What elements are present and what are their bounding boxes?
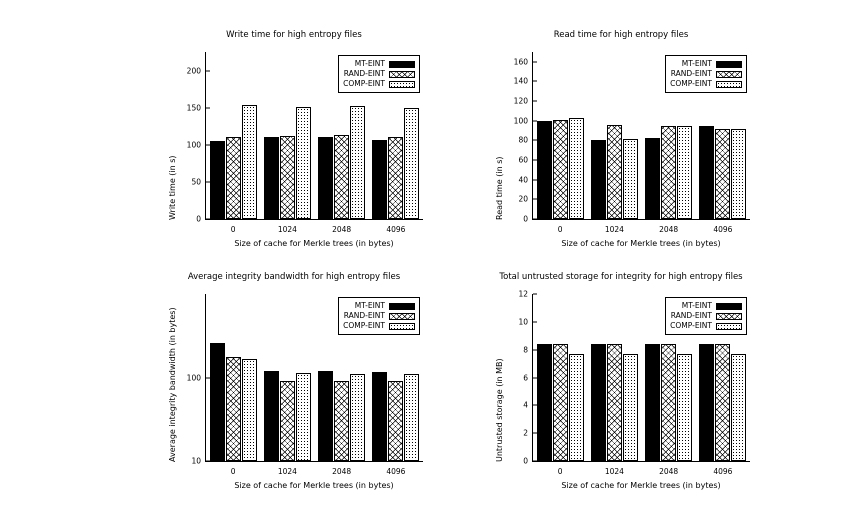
legend-swatch [389, 71, 415, 78]
y-axis-tick-label: 0 [196, 214, 201, 224]
bar-mt-eint-1024 [591, 344, 606, 461]
bar-comp-eint-4096 [404, 108, 419, 219]
legend-label: COMP-EINT [343, 79, 385, 88]
bar-comp-eint-2048 [677, 126, 692, 219]
legend-label: RAND-EINT [343, 69, 385, 78]
y-axis-tick-mark [533, 61, 537, 62]
legend-label: COMP-EINT [343, 321, 385, 330]
bar-comp-eint-2048 [350, 374, 365, 461]
x-axis-tick-label: 4096 [386, 225, 406, 234]
bar-mt-eint-4096 [372, 140, 387, 219]
y-axis-tick-label: 0 [523, 214, 528, 224]
legend-label: COMP-EINT [670, 79, 712, 88]
legend-swatch [716, 81, 742, 88]
legend-item [343, 301, 415, 311]
bar-comp-eint-4096 [731, 129, 746, 219]
bar-rand-eint-2048 [661, 344, 676, 461]
x-axis-tick-label: 2048 [332, 467, 352, 476]
y-axis-tick-label: 6 [523, 373, 528, 382]
bar-comp-eint-1024 [296, 107, 311, 219]
bar-comp-eint-0 [242, 105, 257, 219]
bar-mt-eint-1024 [264, 137, 279, 219]
y-axis-tick-label: 0 [523, 456, 528, 466]
bar-rand-eint-0 [553, 120, 568, 219]
x-axis-tick-label: 1024 [277, 225, 297, 234]
y-axis-tick-label: 100 [186, 373, 201, 382]
bar-rand-eint-0 [226, 357, 241, 461]
y-axis-tick-label: 100 [513, 116, 528, 126]
legend-item [670, 301, 742, 311]
bar-mt-eint-4096 [699, 126, 714, 219]
bar-rand-eint-4096 [388, 381, 403, 461]
y-axis-tick-label: 10 [518, 317, 528, 327]
y-axis-tick-label: 8 [523, 345, 528, 355]
x-axis-label: Size of cache for Merkle trees (in bytes) [234, 481, 394, 490]
chart-legend [665, 55, 747, 93]
y-axis-tick-label: 2 [523, 428, 528, 438]
legend-label: RAND-EINT [670, 69, 712, 78]
bar-rand-eint-4096 [388, 137, 403, 219]
bar-comp-eint-0 [569, 354, 584, 461]
bar-rand-eint-4096 [715, 129, 730, 219]
legend-label: MT-EINT [354, 301, 385, 310]
x-axis-label: Size of cache for Merkle trees (in bytes) [234, 239, 394, 248]
bar-comp-eint-1024 [296, 373, 311, 461]
x-axis-tick-label: 0 [557, 225, 563, 234]
bar-rand-eint-4096 [715, 344, 730, 461]
x-axis-tick-label: 0 [230, 467, 236, 476]
y-axis-tick-label: 140 [513, 76, 528, 86]
legend-item [670, 321, 742, 331]
bar-mt-eint-0 [210, 343, 225, 461]
bar-rand-eint-2048 [334, 381, 349, 461]
y-axis-tick-label: 100 [186, 140, 201, 150]
x-axis-tick-label: 4096 [713, 467, 733, 476]
legend-swatch [716, 303, 742, 310]
x-axis-tick-label: 1024 [604, 467, 624, 476]
plot-area [518, 289, 750, 476]
chart-title: Read time for high entropy files [553, 30, 689, 40]
chart-legend [665, 297, 747, 335]
y-axis-tick-label: 50 [191, 177, 201, 187]
legend-item [670, 59, 742, 69]
y-axis-tick-mark [533, 321, 537, 322]
x-axis-tick-label: 2048 [332, 225, 352, 234]
bar-mt-eint-0 [210, 141, 225, 219]
bar-rand-eint-1024 [607, 344, 622, 461]
legend-swatch [389, 61, 415, 68]
y-axis-tick-mark [533, 101, 537, 102]
legend-item [670, 69, 742, 79]
bar-comp-eint-2048 [350, 106, 365, 219]
x-axis-tick-label: 0 [557, 467, 563, 476]
y-axis-label: Read time (in s) [495, 156, 504, 220]
x-axis-tick-label: 1024 [277, 467, 297, 476]
y-axis-tick-mark [533, 294, 537, 295]
legend-swatch [716, 71, 742, 78]
bar-mt-eint-1024 [591, 140, 606, 219]
bar-comp-eint-0 [569, 118, 584, 219]
y-axis-tick-mark [206, 70, 210, 71]
bar-rand-eint-1024 [607, 125, 622, 219]
bar-rand-eint-0 [553, 344, 568, 461]
chart-panel-integrity-bandwidth [160, 272, 428, 490]
bar-mt-eint-2048 [318, 371, 333, 461]
legend-item [343, 321, 415, 331]
bar-mt-eint-4096 [699, 344, 714, 461]
bar-comp-eint-4096 [731, 354, 746, 461]
bar-mt-eint-2048 [645, 344, 660, 461]
y-axis-tick-label: 20 [518, 194, 528, 204]
chart-title: Average integrity bandwidth for high entropy files [187, 272, 401, 282]
chart-legend [338, 55, 420, 93]
y-axis-tick-label: 160 [513, 57, 528, 67]
plot-area [186, 294, 423, 476]
y-axis-label: Average integrity bandwidth (in bytes) [168, 307, 177, 462]
y-axis-tick-label: 60 [518, 155, 528, 165]
chart-panel-untrusted-storage [487, 272, 755, 490]
legend-item [670, 311, 742, 321]
legend-swatch [389, 313, 415, 320]
bar-rand-eint-2048 [334, 135, 349, 219]
y-axis-tick-label: 80 [518, 135, 528, 145]
legend-swatch [389, 81, 415, 88]
y-axis-tick-mark [533, 81, 537, 82]
y-axis-tick-label: 4 [523, 400, 528, 410]
legend-item [670, 79, 742, 89]
legend-item [343, 79, 415, 89]
bar-mt-eint-0 [537, 121, 552, 219]
x-axis-tick-label: 2048 [659, 225, 679, 234]
legend-label: RAND-EINT [343, 311, 385, 320]
x-axis-tick-label: 4096 [386, 467, 406, 476]
legend-swatch [716, 61, 742, 68]
bar-comp-eint-1024 [623, 139, 638, 219]
bar-rand-eint-1024 [280, 381, 295, 461]
legend-swatch [716, 313, 742, 320]
legend-label: MT-EINT [681, 301, 712, 310]
x-axis-label: Size of cache for Merkle trees (in bytes) [561, 239, 721, 248]
plot-area [513, 52, 750, 234]
chart-panel-read-time [487, 30, 755, 248]
y-axis-tick-label: 150 [186, 103, 201, 113]
bar-mt-eint-2048 [645, 138, 660, 219]
x-axis-tick-label: 2048 [659, 467, 679, 476]
y-axis-tick-label: 200 [186, 66, 201, 76]
bar-rand-eint-2048 [661, 126, 676, 219]
bar-mt-eint-1024 [264, 371, 279, 461]
chart-title: Write time for high entropy files [226, 30, 362, 40]
legend-item [343, 69, 415, 79]
bar-comp-eint-4096 [404, 374, 419, 461]
bar-mt-eint-2048 [318, 137, 333, 219]
legend-swatch [389, 303, 415, 310]
bar-rand-eint-0 [226, 137, 241, 219]
bar-rand-eint-1024 [280, 136, 295, 219]
y-axis-tick-label: 120 [513, 96, 528, 106]
y-axis-tick-label: 10 [191, 456, 201, 466]
bar-comp-eint-0 [242, 359, 257, 461]
bar-mt-eint-4096 [372, 372, 387, 462]
legend-item [343, 59, 415, 69]
bar-comp-eint-2048 [677, 354, 692, 461]
legend-swatch [716, 323, 742, 330]
y-axis-tick-mark [206, 107, 210, 108]
legend-label: COMP-EINT [670, 321, 712, 330]
x-axis-tick-label: 1024 [604, 225, 624, 234]
chart-legend [338, 297, 420, 335]
y-axis-label: Untrusted storage (in MB) [495, 358, 504, 462]
y-axis-tick-label: 40 [518, 175, 528, 185]
legend-label: MT-EINT [354, 59, 385, 68]
legend-item [343, 311, 415, 321]
chart-panel-write-time [160, 30, 428, 248]
legend-label: MT-EINT [681, 59, 712, 68]
y-axis-label: Write time (in s) [168, 155, 177, 220]
x-axis-tick-label: 0 [230, 225, 236, 234]
bar-comp-eint-1024 [623, 354, 638, 461]
legend-label: RAND-EINT [670, 311, 712, 320]
bar-mt-eint-0 [537, 344, 552, 461]
x-axis-tick-label: 4096 [713, 225, 733, 234]
plot-area [186, 52, 423, 234]
chart-title: Total untrusted storage for integrity for high entropy files [499, 272, 743, 282]
y-axis-tick-label: 12 [518, 289, 528, 299]
legend-swatch [389, 323, 415, 330]
x-axis-label: Size of cache for Merkle trees (in bytes) [561, 481, 721, 490]
